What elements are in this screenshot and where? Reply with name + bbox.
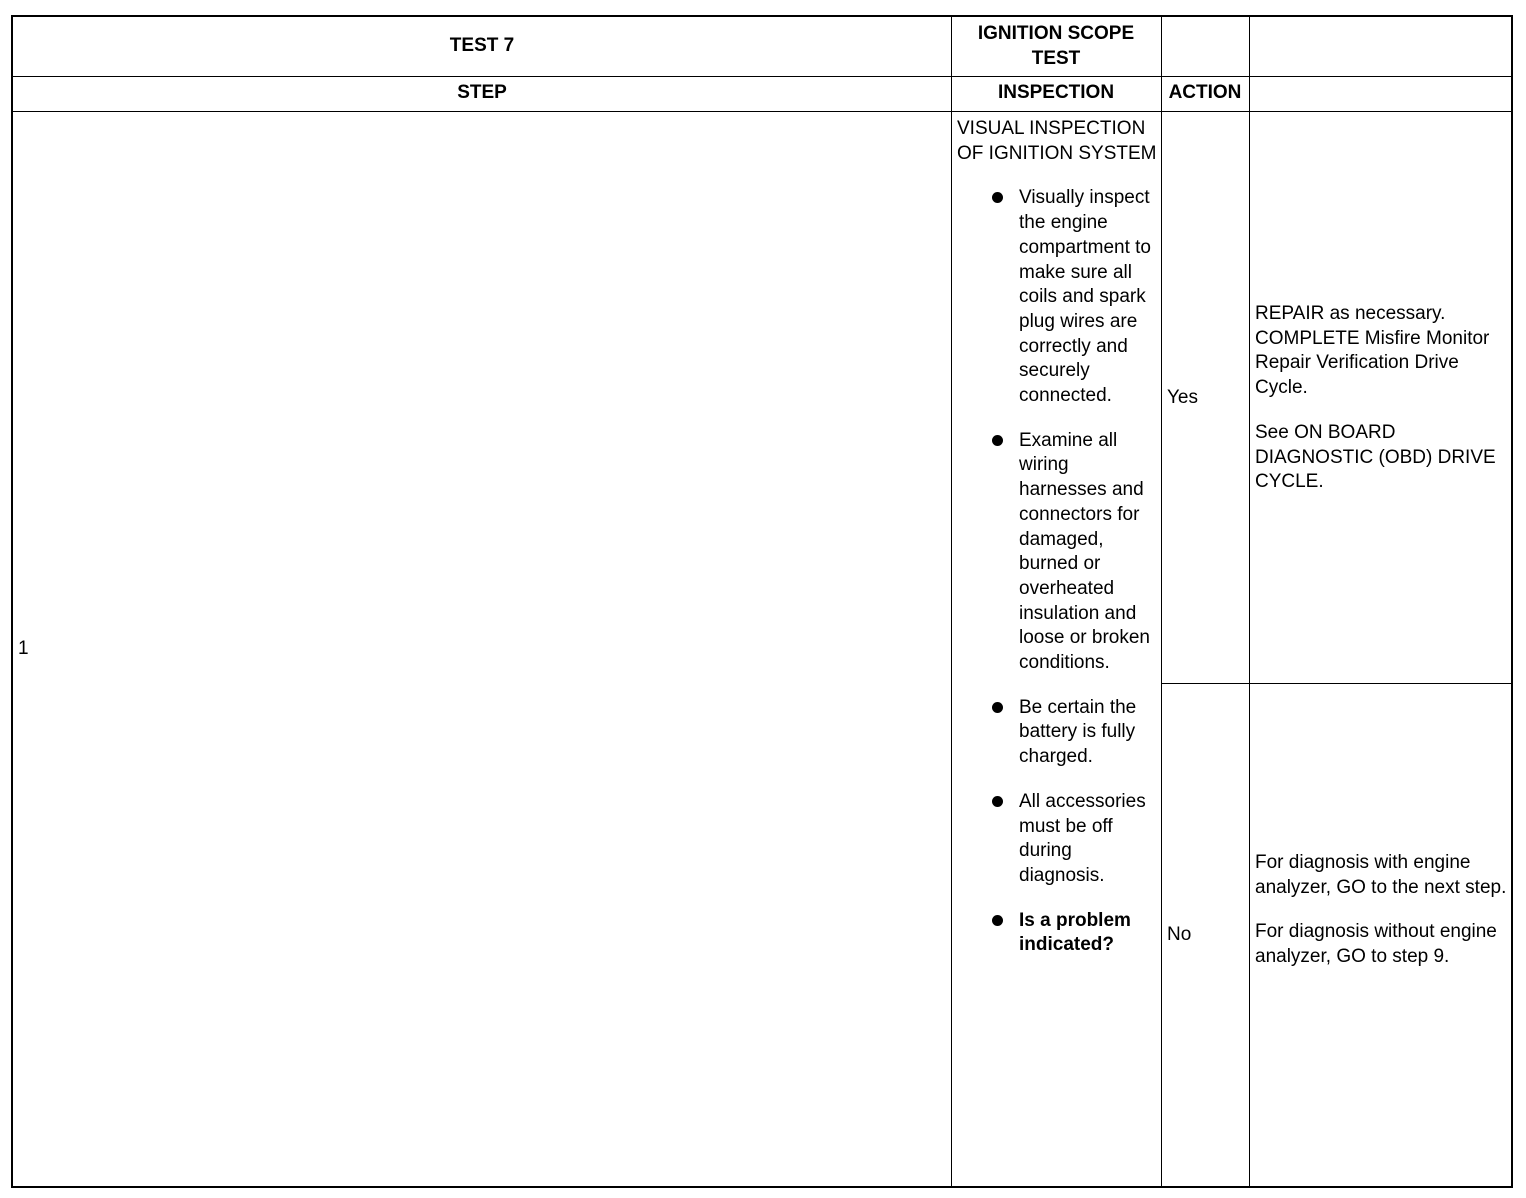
bullet-item: All accessories must be off during diagnosis. bbox=[957, 790, 1157, 889]
bullet-icon bbox=[992, 796, 1003, 807]
divider-columns bbox=[13, 111, 1511, 112]
divider-action-result bbox=[1249, 17, 1250, 1186]
divider-step-inspection bbox=[951, 17, 952, 1186]
test-title: IGNITION SCOPE TEST bbox=[977, 22, 1135, 69]
inspection-title: VISUAL INSPECTION OF IGNITION SYSTEM bbox=[957, 118, 1157, 164]
action-no-result bbox=[1255, 851, 1511, 990]
action-yes-label: Yes bbox=[1167, 387, 1198, 408]
inspection-bullets bbox=[957, 186, 1157, 958]
bullet-item: Examine all wiring harnesses and connectors for damaged, burned or overheated insulation and loose or broken conditions. bbox=[957, 429, 1157, 676]
bullet-icon bbox=[992, 192, 1003, 203]
divider-inspection-action bbox=[1161, 17, 1162, 1186]
no-result-paragraph: For diagnosis without engine analyzer, GO to step 9. bbox=[1255, 921, 1497, 968]
yes-result-paragraph: See ON BOARD DIAGNOSTIC (OBD) DRIVE CYCLE. bbox=[1255, 421, 1496, 493]
inspection-cell bbox=[957, 117, 1157, 978]
bullet-icon bbox=[992, 915, 1003, 926]
action-yes-result bbox=[1255, 302, 1511, 515]
bullet-item-question: Is a problem indicated? bbox=[957, 909, 1157, 958]
bullet-icon bbox=[992, 702, 1003, 713]
column-header-action: ACTION bbox=[1168, 82, 1242, 104]
bullet-icon bbox=[992, 435, 1003, 446]
procedure-table bbox=[11, 15, 1513, 1188]
bullet-item: Be certain the battery is fully charged. bbox=[957, 696, 1157, 770]
divider-yes-no bbox=[1161, 683, 1511, 684]
yes-result-paragraph: REPAIR as necessary. COMPLETE Misfire Monitor Repair Verification Drive Cycle. bbox=[1255, 303, 1490, 399]
test-label: TEST 7 bbox=[449, 35, 515, 57]
no-result-paragraph: For diagnosis with engine analyzer, GO to the next step. bbox=[1255, 852, 1507, 898]
bullet-item: Visually inspect the engine compartment to make sure all coils and spark plug wires are correctly and securely connected. bbox=[957, 186, 1157, 408]
column-header-step: STEP bbox=[457, 82, 507, 104]
action-no-label: No bbox=[1167, 924, 1192, 945]
step-number: 1 bbox=[18, 638, 29, 659]
column-header-inspection: INSPECTION bbox=[997, 82, 1115, 104]
